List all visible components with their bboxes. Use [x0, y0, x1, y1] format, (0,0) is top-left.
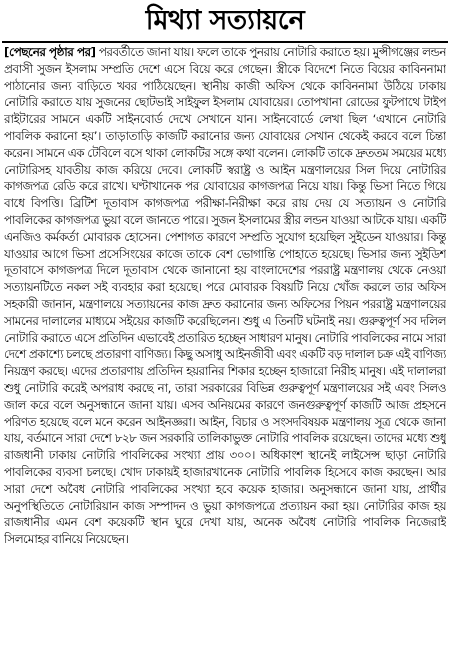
article-body-text: পরবর্তীতে জানা যায়। ফলে তাকে পুনরায় নোটারি করাতে হয়। মুন্সীগঞ্জের লন্ডন প্রবাসী সুজন ইসলাম সম্প্রতি দেশে এসে বিয়ে করে গেছেন। স্ত্রীকে বিদেশে নিতে বিয়ের কাবিননামা পাঠানোর জন্য বাড়িতে খবর পাঠিয়েছেন। স্থানীয় কাজী অফিস থেকে কাবিননামা উঠিয়ে ঢাকায় নোটারি করাতে যায় সুজনের ছোটভাই সাইফুল ইসলাম যোবায়ের। তোপখানা রোডের ফুটপাথে টাইপ রাইটারের সামনে একটি সাইনবোর্ড দেখে সেখানে যান। সাইনবোর্ডে লেখা ছিল ‘এখানে নোটারি পাবলিক করানো হয়’। তাড়াতাড়ি কাজটি করানোর জন্য যোবায়ের সেখান থেকেই করবে বলে চিন্তা করেন। সামনে এক টেবিলে বসে থাকা লোকটির সঙ্গে কথা বলেন। লোকটি তাকে দ্রুততম সময়ের মধ্যে নোটারিসহ যাবতীয় কাজ করিয়ে দেবে। লোকটি স্বরাষ্ট্র ও আইন মন্ত্রণালয়ের সিল দিয়ে নোটারির কাগজপত্র রেডি করে রাখে। ঘণ্টাখানেক পর যোবায়ের কাগজপত্র নিয়ে যায়। কিন্তু ভিসা নিতে গিয়ে বাধে বিপত্তি। ব্রিটিশ দূতাবাস কাগজপত্র পরীক্ষা-নিরীক্ষা করে রায় দেয় যে সত্যায়ন ও নোটারি পাবলিকের কাগজপত্র ভুয়া বলে জানতে পারে। সুজন ইসলামের স্ত্রীর লন্ডন যাওয়া আটকে যায়। একটি এনজিও কর্মকর্তা মোবারক হোসেন। পেশাগত কারণে সম্প্রতি সুযোগ হয়েছিল সুইডেন যাওয়ার। কিন্তু যাওয়ার আগে ভিসা প্রসেসিংয়ের কাজে তাকে বেশ ভোগান্তি পোহাতে হয়েছে। ভিসার জন্য সুইডিশ দূতাবাসে কাগজপত্র দিলে দূতাবাস থেকে জানানো হয় বাংলাদেশের পররাষ্ট্র মন্ত্রণালয় থেকে নেওয়া সত্যায়নটিতে নকল সই ব্যবহার করা হয়েছে। পরে মোবারক বিষয়টি নিয়ে খোঁজ করলে তার অফিস সহকারী জানান, মন্ত্রণালয়ে সত্যায়নের কাজ দ্রুত করানোর জন্য অফিসের পিয়ন পররাষ্ট্র মন্ত্রণালয়ের সামনের দালালের মাধ্যমে সইয়ের কাজটি করেছিলেন। শুধু এ তিনটি ঘটনাই নয়। গুরুত্বপূর্ণ সব দলিল নোটারি করাতে এসে প্রতিদিন এভাবেই প্রতারিত হচ্ছেন সাধারণ মানুষ। নোটারি পাবলিকের নামে সারা দেশে প্রকাশ্যে চলছে প্রতারণা বাণিজ্য। কিছু অসাধু আইনজীবী এবং একটি বড় দালাল চক্র এই বাণিজ্য নিয়ন্ত্রণ করছে। এদের প্রতারণায় প্রতিদিন হয়রানির শিকার হচ্ছেন হাজারো নিরীহ মানুষ। এই দালালরা শুধু নোটারি করেই অপরাধ করছে না, তারা সরকারের বিভিন্ন গুরুত্বপূর্ণ মন্ত্রণালয়ের সই এবং সিলও জাল করে বলে অনুসন্ধানে জানা যায়। এসব অনিয়মের কারণে জনগুরুত্বপূর্ণ কাজটি আজ প্রহসনে পরিণত হয়েছে বলে মনে করেন আইনজ্ঞরা। আইন, বিচার ও সংসদবিষয়ক মন্ত্রণালয় সূত্র থেকে জানা যায়, বর্তমানে সারা দেশে ৮২৮ জন সরকারি তালিকাভুক্ত নোটারি পাবলিক রয়েছেন। তাদের মধ্যে শুধু রাজধানী ঢাকায় নোটারি পাবলিকের সংখ্যা প্রায় ৩০০। অধিকাংশ স্থানেই লাইসেন্স ছাড়া নোটারি পাবলিকের ব্যবসা চলছে। খোদ ঢাকায়ই হাজারখানেক নোটারি পাবলিক হিসেবে কাজ করছেন। আর সারা দেশে অবৈধ নোটারি পাবলিকের সংখ্যা হবে কয়েক হাজার। অনুসন্ধানে জানা যায়, প্রার্থীর অনুপস্থিতিতে নোটারিয়ান কাজ সম্পাদন ও ভুয়া কাগজপত্রে প্রত্যায়ন করা হয়। নোটারির কাজ হয় রাজধানীর এমন বেশ কয়েকটি স্থান ঘুরে দেখা যায়, অনেক অবৈধ নোটারি পাবলিক নিজেরাই সিলমোহর বানিয়ে নিয়েছেন।	[4, 45, 446, 547]
article-paragraph	[4, 44, 446, 548]
article-body	[4, 44, 446, 661]
article-headline: মিথ্যা সত্যায়নে	[145, 5, 305, 36]
continued-from-label: [পেছনের পৃষ্ঠার পর]	[4, 45, 96, 59]
headline-divider	[2, 41, 448, 43]
